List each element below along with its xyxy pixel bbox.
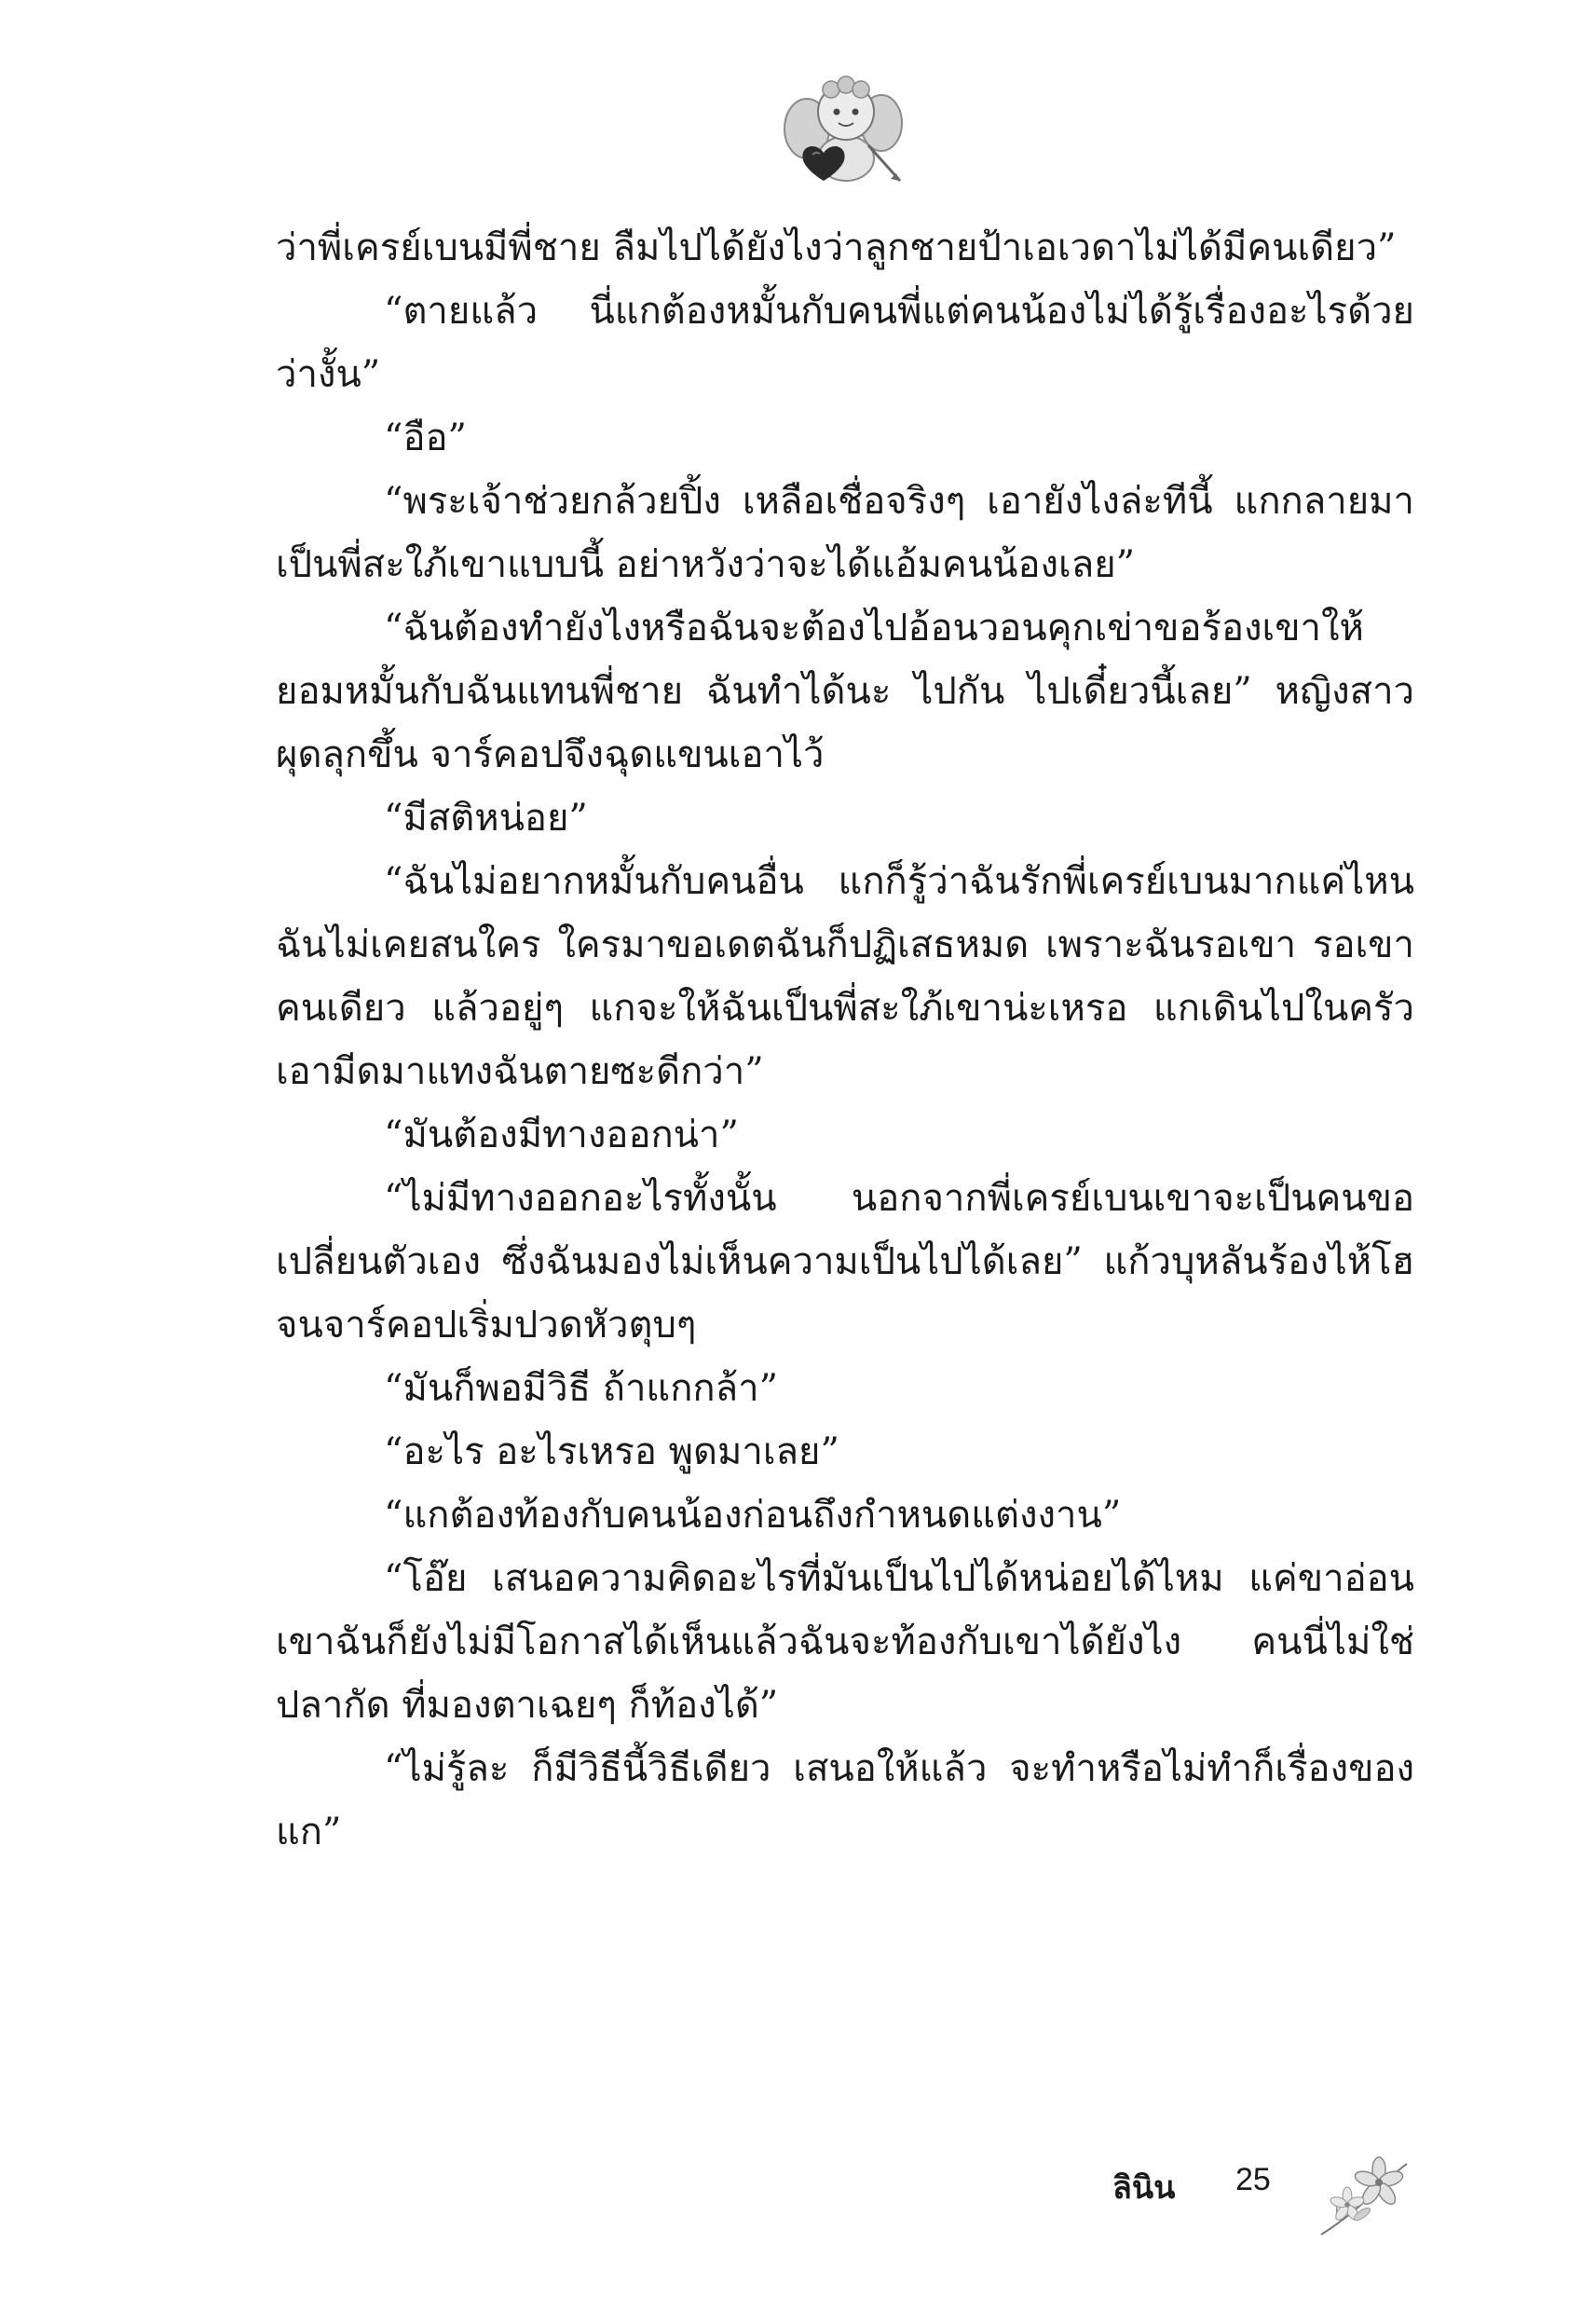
paragraph-12: “แกต้องท้องกับคนน้องก่อนถึงกำหนดแต่งงาน” [384, 1494, 1122, 1537]
paragraph-9: “ไม่มีทางออกอะไรทั้งนั้น นอกจากพี่เครย์เบนเขาจะเป็นคนขอเปลี่ยนตัวเอง ซึ่งฉันมองไม่เห็นความเป็นไปได้เลย” แก้วบุหลันร้องไห้โฮจนจาร์คอปเริ่มปวดหัวตุบๆ [276, 1177, 1414, 1347]
paragraph-10: “มันก็พอมีวิธี ถ้าแกกล้า” [384, 1367, 779, 1410]
paragraph-8: “มันต้องมีทางออกน่า” [384, 1114, 739, 1156]
paragraph-3: “อือ” [384, 417, 467, 459]
paragraph-11: “อะไร อะไรเหรอ พูดมาเลย” [384, 1430, 839, 1473]
paragraph-5: “ฉันต้องทำยังไงหรือฉันจะต้องไปอ้อนวอนคุกเข่าขอร้องเขาให้ยอมหมั้นกับฉันแทนพี่ชาย ฉันทำได้นะ ไปกัน ไปเดี๋ยวนี้เลย” หญิงสาวผุดลุกขึ้น จาร์คอปจึงฉุดแขนเอาไว้ [276, 607, 1414, 776]
page-number: 25 [1235, 2162, 1271, 2197]
cupid-holding-heart-icon [779, 63, 909, 194]
story-text [276, 216, 1414, 1864]
paragraph-14: “ไม่รู้ละ ก็มีวิธีนี้วิธีเดียว เสนอให้แล้ว จะทำหรือไม่ทำก็เรื่องของแก” [276, 1747, 1414, 1853]
paragraph-13: “โอ๊ย เสนอความคิดอะไรที่มันเป็นไปได้หน่อยได้ไหม แค่ขาอ่อนเขาฉันก็ยังไม่มีโอกาสได้เห็นแล้วฉันจะท้องกับเขาได้ยังไง คนนี่ไม่ใช่ปลากัด ที่มองตาเฉยๆ ก็ท้องได้” [276, 1557, 1414, 1727]
paragraph-6: “มีสติหน่อย” [384, 797, 588, 840]
paragraph-2: “ตายแล้ว นี่แกต้องหมั้นกับคนพี่แต่คนน้องไม่ได้รู้เรื่องอะไรด้วยว่างั้น” [276, 290, 1414, 396]
page-footer [1112, 2151, 1420, 2244]
flower-sprig-icon [1314, 2151, 1416, 2240]
book-title: ลินิน [1112, 2170, 1176, 2206]
paragraph-1: ว่าพี่เครย์เบนมีพี่ชาย ลืมไปได้ยังไงว่าลูกชายป้าเอเวดาไม่ได้มีคนเดียว” [276, 226, 1397, 269]
paragraph-7: “ฉันไม่อยากหมั้นกับคนอื่น แกก็รู้ว่าฉันรักพี่เครย์เบนมากแค่ไหน ฉันไม่เคยสนใคร ใครมาขอเดตฉันก็ปฏิเสธหมด เพราะฉันรอเขา รอเขาคนเดียว แล้วอยู่ๆ แกจะให้ฉันเป็นพี่สะใภ้เขาน่ะเหรอ แกเดินไปในครัวเอามีดมาแทงฉันตายซะดีกว่า” [276, 860, 1414, 1093]
paragraph-4: “พระเจ้าช่วยกล้วยปิ้ง เหลือเชื่อจริงๆ เอายังไงล่ะทีนี้ แกกลายมาเป็นพี่สะใภ้เขาแบบนี้ อย่าหวังว่าจะได้แอ้มคนน้องเลย” [276, 480, 1414, 586]
